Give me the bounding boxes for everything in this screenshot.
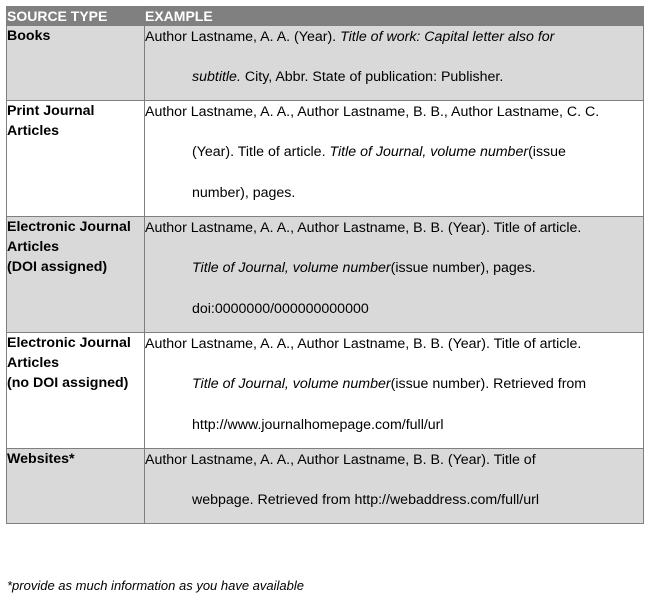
source-type-cell [7,217,145,333]
citation-italic-text: Title of Journal, volume number [192,376,391,392]
citation-line [145,414,643,448]
table-header-row [7,7,644,26]
citation-text: number), pages. [192,185,296,201]
citation-line [145,66,643,100]
source-type-line: Electronic Journal [7,219,131,235]
source-type-line: Electronic Journal [7,335,131,351]
citation-text: doi:0000000/000000000000 [192,301,369,317]
citation-line [145,141,643,182]
citation-line [145,217,643,257]
source-type-cell [7,449,145,524]
table-row [7,449,644,524]
citation-text: (issue number). Retrieved from [390,376,587,392]
table-row [7,333,644,449]
example-cell [145,333,644,449]
example-cell [145,449,644,524]
citation-text: (issue number), pages. [390,260,536,276]
source-type-line: (no DOI assigned) [7,375,129,391]
source-type-line: Articles [7,123,60,139]
citation-line [145,257,643,298]
header-example: EXAMPLE [145,7,644,26]
citation-text: (Year). Title of article. [192,144,330,160]
source-type-line: Articles [7,239,60,255]
citation-text: City, Abbr. State of publication: Publisher. [240,69,504,85]
example-cell [145,217,644,333]
source-type-line: Books [7,28,51,44]
citation-line [145,333,643,373]
citation-line [145,101,643,141]
citation-line [145,489,643,523]
table-row [7,26,644,101]
citation-line [145,26,643,66]
table-row [7,101,644,217]
example-cell [145,26,644,101]
citation-line [145,449,643,489]
table-row [7,217,644,333]
source-type-cell [7,26,145,101]
source-type-line: (DOI assigned) [7,259,108,275]
citation-italic-text: Title of Journal, volume number [329,144,529,160]
header-source-type: SOURCE TYPE [7,7,145,26]
citation-text: webpage. Retrieved from http://webaddress.com/full/url [192,492,539,508]
example-cell [145,101,644,217]
citation-line [145,373,643,414]
source-type-line: Articles [7,355,60,371]
citation-line [145,298,643,332]
source-type-cell [7,101,145,217]
source-type-line: Print Journal [7,103,95,119]
source-type-cell [7,333,145,449]
citation-text: http://www.journalhomepage.com/full/url [192,417,444,433]
source-type-line: Websites* [7,451,75,467]
citation-text: Author Lastname, A. A., Author Lastname, B. B. (Year). Title of [145,452,536,468]
citation-text: Author Lastname, A. A., Author Lastname, B. B., Author Lastname, C. C. [145,104,600,120]
citation-text: Author Lastname, A. A., Author Lastname, B. B. (Year). Title of article. [145,220,582,236]
footnote: *provide as much information as you have available [7,578,305,593]
reference-table [6,6,644,524]
citation-italic-text: subtitle. [192,69,241,85]
citation-text: Author Lastname, A. A., Author Lastname, B. B. (Year). Title of article. [145,336,582,352]
citation-italic-text: Title of work: Capital letter also for [340,29,555,45]
citation-text: Author Lastname, A. A. (Year). [145,29,341,45]
citation-text: (issue [528,144,566,160]
citation-line [145,182,643,216]
citation-italic-text: Title of Journal, volume number [192,260,391,276]
